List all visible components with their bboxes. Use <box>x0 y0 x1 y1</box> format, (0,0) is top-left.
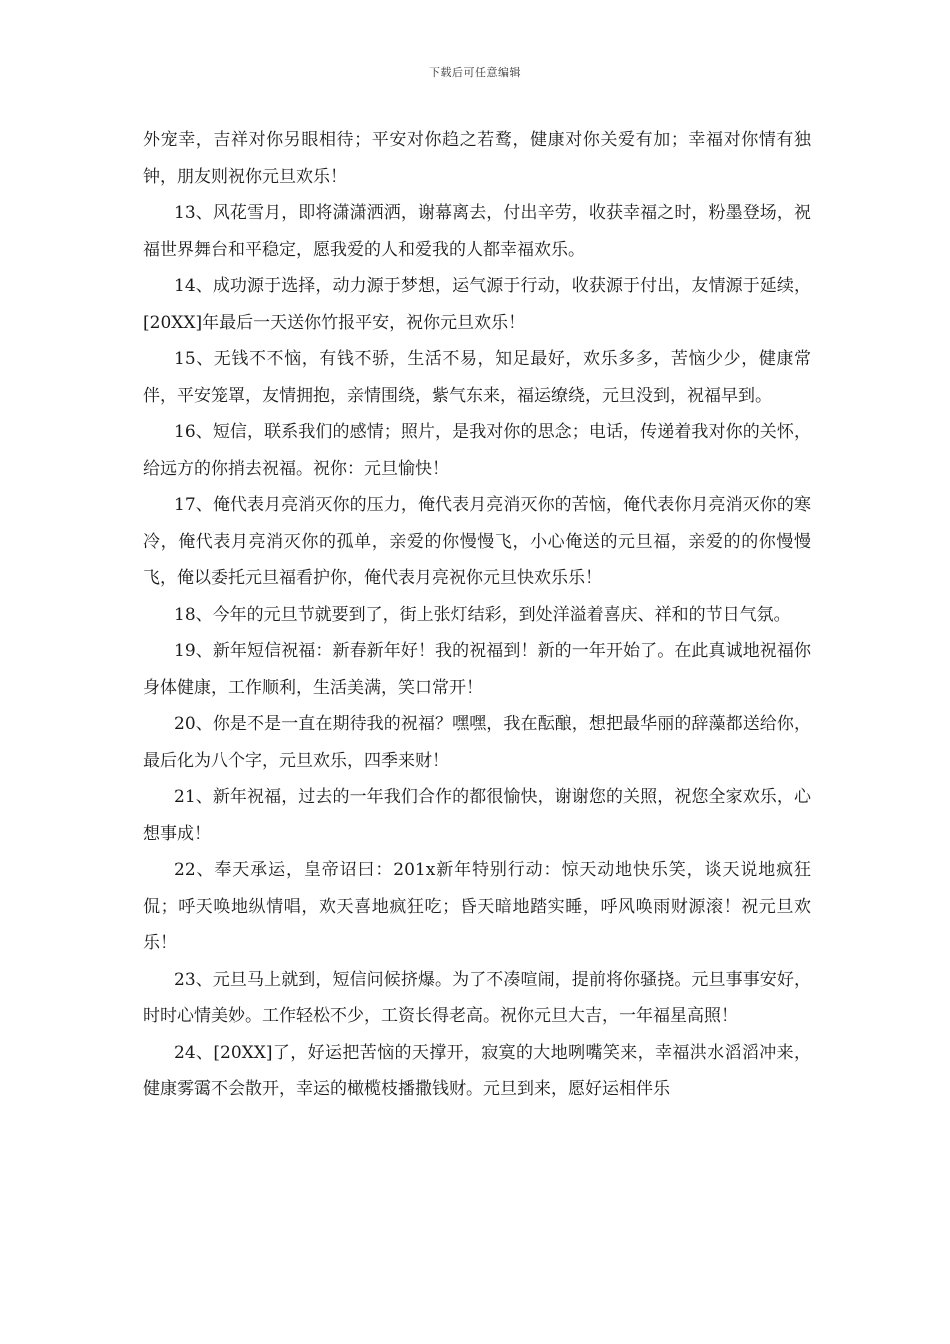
paragraph: 21、新年祝福，过去的一年我们合作的都很愉快，谢谢您的关照，祝您全家欢乐，心想事成！ <box>143 787 811 844</box>
paragraph: 18、今年的元旦节就要到了，街上张灯结彩，到处洋溢着喜庆、祥和的节日气氛。 <box>174 604 791 625</box>
document-body <box>143 122 811 1108</box>
paragraph: 外宠幸，吉祥对你另眼相待；平安对你趋之若鹜，健康对你关爱有加；幸福对你情有独钟，朋友则祝你元旦欢乐！ <box>143 130 811 187</box>
page-header-note: 下载后可任意编辑 <box>429 66 521 79</box>
paragraph: 22、奉天承运，皇帝诏曰：201x新年特别行动：惊天动地快乐笑，谈天说地疯狂侃；呼天唤地纵情唱，欢天喜地疯狂吃；昏天暗地踏实睡，呼风唤雨财源滚！祝元旦欢乐！ <box>143 860 811 953</box>
paragraph: 17、俺代表月亮消灭你的压力，俺代表月亮消灭你的苦恼，俺代表你月亮消灭你的寒冷，俺代表月亮消灭你的孤单，亲爱的你慢慢飞，小心俺送的元旦福，亲爱的的你慢慢飞，俺以委托元旦福看护你，俺代表月亮祝你元旦快欢乐乐！ <box>143 495 811 588</box>
paragraph: 23、元旦马上就到，短信问候挤爆。为了不凑喧闹，提前将你骚挠。元旦事事安好，时时心情美妙。工作轻松不少，工资长得老高。祝你元旦大吉，一年福星高照！ <box>143 969 811 1026</box>
paragraph: 13、风花雪月，即将潇潇洒洒，谢幕离去，付出辛劳，收获幸福之时，粉墨登场，祝福世界舞台和平稳定，愿我爱的人和爱我的人都幸福欢乐。 <box>143 203 811 260</box>
paragraph: 24、[20XX]了，好运把苦恼的天撑开，寂寞的大地咧嘴笑来，幸福洪水滔滔冲来，健康雾霭不会散开，幸运的橄榄枝播撒钱财。元旦到来，愿好运相伴乐 <box>143 1042 811 1099</box>
paragraph: 19、新年短信祝福：新春新年好！我的祝福到！新的一年开始了。在此真诚地祝福你身体健康，工作顺利，生活美满，笑口常开！ <box>143 641 811 698</box>
paragraph: 14、成功源于选择，动力源于梦想，运气源于行动，收获源于付出，友情源于延续，[20XX]年最后一天送你竹报平安，祝你元旦欢乐！ <box>143 276 811 333</box>
paragraph: 20、你是不是一直在期待我的祝福？嘿嘿，我在酝酿，想把最华丽的辞藻都送给你，最后化为八个字，元旦欢乐，四季来财！ <box>143 714 811 771</box>
paragraph: 15、无钱不不恼，有钱不骄，生活不易，知足最好，欢乐多多，苦恼少少，健康常伴，平安笼罩，友情拥抱，亲情围绕，紫气东来，福运缭绕，元旦没到，祝福早到。 <box>143 349 811 406</box>
paragraph: 16、短信，联系我们的感情；照片，是我对你的思念；电话，传递着我对你的关怀，给远方的你捎去祝福。祝你：元旦愉快！ <box>143 422 811 479</box>
